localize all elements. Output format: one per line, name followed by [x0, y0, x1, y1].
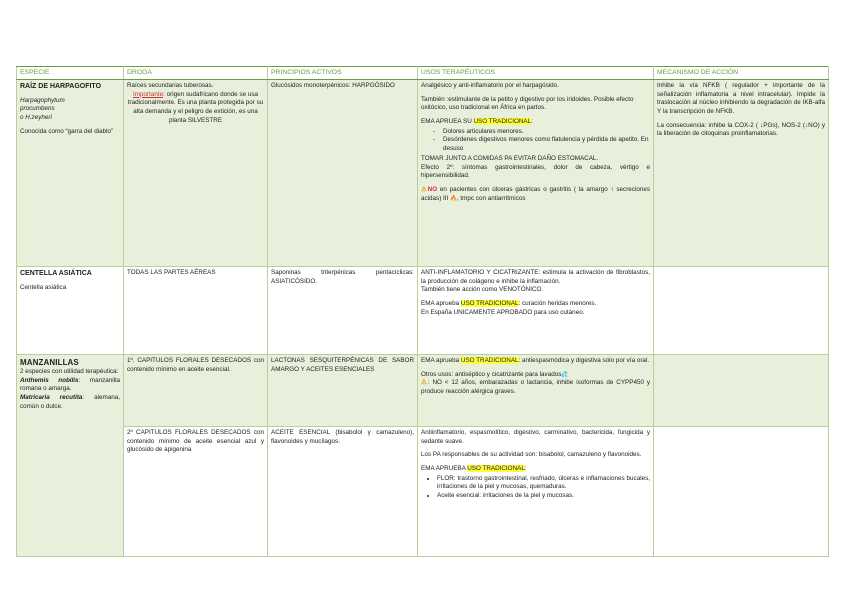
ema-text: : — [531, 118, 533, 126]
cell-especie-harpagofito — [17, 80, 124, 267]
cell-especie-centella — [17, 267, 124, 355]
species-name: CENTELLA ASIÁTICA — [20, 270, 92, 277]
ema-text: EMA aprueba — [421, 300, 461, 308]
row-manzanilla-alemana — [17, 427, 829, 557]
ema-text: : antiespasmódica y digestiva solo por vía oral. — [518, 357, 650, 364]
header-usos: USOS TERAPÉUTICOS — [418, 67, 654, 80]
common-name: : alemana, común o dulce. — [20, 394, 120, 410]
cell-droga-centella: TODAS LAS PARTES AÉREAS — [124, 267, 268, 355]
species-table — [16, 66, 829, 557]
list-item: • FLOR: trastorno gastrointestinal, resfriado, úlceras e inflamaciones bucales, irritaciones de la piel y mucosas, quemaduras. — [437, 475, 650, 492]
scientific-name: Matricaria recutita — [20, 394, 83, 402]
highlight-uso-tradicional: USO TRADICIONAL — [460, 300, 519, 308]
droga-text: : origen sudafricano donde se usa tradicionalmente. Es una planta protegida por su alta demanda y el peligro de extición, es una planta SILVESTRE — [127, 90, 264, 124]
warning-icon: ⚠ — [421, 379, 428, 387]
cell-mecanismo-manzanilla-alemana — [654, 427, 829, 557]
header-row — [17, 67, 829, 80]
common-name: Conocida como “garra del diablo” — [20, 127, 114, 135]
warning-icon: ⚠ — [421, 185, 428, 193]
species-name: RAÍZ DE HARPAGOFITO — [20, 83, 102, 90]
row-harpagofito — [17, 80, 829, 267]
usos-text: En España UNICAMENTE APROBADO para uso cutáneo. — [421, 308, 585, 316]
cell-usos-harpagofito — [418, 80, 654, 267]
no-label: NO — [427, 185, 438, 193]
cell-droga-manzanilla-alemana: 2º CAPITULOS FLORALES DESECADOS con contenido mínimo de aceite esencial azul y glucósido de apigenina — [124, 427, 268, 557]
warning-text: en pacientes con úlceras gástricas o gastritis ( la amargo ↑ secreciones acidas) III — [421, 185, 650, 202]
cell-especie-manzanillas — [17, 355, 124, 557]
cell-droga-harpagofito — [124, 80, 268, 267]
cell-principios-manzanilla-romana: LACTONAS SESQUITERPÉNICAS DE SABOR AMARGO Y ACEITES ESENCIALES — [268, 355, 418, 427]
cell-principios-manzanilla-alemana: ACEITE ESENCIAL (bisabolol y camazuleno), flavonoides y mucílagos. — [268, 427, 418, 557]
ema-text: : — [524, 465, 527, 473]
scientific-name: procumbens — [20, 105, 55, 113]
ema-list — [421, 128, 650, 154]
list-item: - Dolores articulares menores. — [443, 128, 650, 137]
usos-text: Analgésico y anti-inflamatorio por el harpagósido. — [421, 82, 559, 89]
usos-text: Los PA responsables de su actividad son: bisabolol, camazuleno y flavonoides. — [421, 451, 642, 459]
species-description: 2 especies con utilidad terapéutica: — [20, 368, 119, 376]
ema-text: : curación heridas menores. — [518, 300, 597, 308]
usos-text: También :estimulante de la petito y digestivo por los iridoides. Posible efecto oxitócico, uso tradicional en África en partos. — [421, 95, 634, 112]
highlight-uso-tradicional: USO TRADICIONAL — [467, 465, 525, 473]
important-label: Importante — [133, 90, 164, 98]
usos-text: También tiene acción como VENOTÓNICO. — [421, 286, 544, 294]
droga-text: Raíces secundarias tuberosas. — [127, 82, 214, 89]
cell-usos-centella — [418, 267, 654, 355]
scientific-name: o H.zeyheri — [20, 114, 52, 122]
cell-usos-manzanilla-romana — [418, 355, 654, 427]
usos-text: TOMAR JUNTO A COMIDAS PA EVITAR DAÑO ESTOMACAL. — [421, 154, 599, 162]
header-principios: PRINCIPIOS ACTIVOS — [268, 67, 418, 80]
header-especie: ESPECIE — [17, 67, 124, 80]
species-name: MANZANILLAS — [20, 358, 79, 367]
common-name: : manzanilla romana o amarga. — [20, 376, 120, 393]
usos-text: Efecto 2º: síntomas gastrointestinales, dolor de cabeza, vértigo e hipersensibilidad. — [421, 163, 650, 180]
cell-mecanismo-centella — [654, 267, 829, 355]
mecanismo-text: La consecuencia: inhibe la COX-2 ( ↓PGs), NOS-2 (↓NO) y la liberación de citoquinas proinflamatorias. — [657, 121, 825, 138]
list-item: • Aceite esencial: irritaciones de la piel y mucosas. — [437, 492, 650, 501]
header-mecanismo: MECANISMO DE ACCIÓN — [654, 67, 829, 80]
fire-icon: 🔥 — [450, 195, 457, 202]
mecanismo-text: Inhibe la vía NFKB ( regulador + importante de la señalización inflamatoria a nivel intracelular). Impide la traslocación al núcleo inhibiendo la degradación de IKB-alfa Y la transcripción de NFKB. — [657, 82, 825, 116]
ema-text: EMA APRUEBA — [421, 465, 468, 473]
usos-text: Otros usos: antiséptico y cicatrizante para lavados — [421, 370, 562, 378]
ema-text: EMA aprueba — [421, 357, 461, 364]
highlight-uso-tradicional: USO TRADICIONAL — [460, 357, 519, 364]
row-manzanilla-romana — [17, 355, 829, 427]
warning-text: , tmpc con antiarrítmicos — [456, 194, 526, 202]
scientific-name: Anthemis nobilis — [20, 376, 79, 384]
list-item: - Desórdenes digestivos menores como flatulencia y pérdida de apetito. En desuso — [443, 136, 650, 153]
usos-text: ANTI-INFLAMATORIO Y CICATRIZANTE: estimula la activación de fibroblastos, la producción de colágeno e inhibe la inflamación. — [421, 269, 650, 285]
header-droga: DROGA — [124, 67, 268, 80]
row-centella — [17, 267, 829, 355]
cell-principios-harpagofito: Glucósidos monoterpénicos: HARPGÓSIDO — [268, 80, 418, 267]
ema-list — [421, 475, 650, 501]
cell-usos-manzanilla-alemana — [418, 427, 654, 557]
cell-mecanismo-manzanilla-romana — [654, 355, 829, 427]
cell-mecanismo-harpagofito — [654, 80, 829, 267]
scientific-name: Harpagophytum — [20, 96, 65, 104]
droplets-icon: 💦 — [561, 371, 569, 378]
ema-text: EMA APRUEA SU — [421, 118, 474, 126]
usos-text: Antiinflamatorio, espasmolítico, digestivo, carminativo, bactericida, fungicida y sedante suave. — [421, 429, 650, 445]
cell-principios-centella: Saponinas triterpénicas pentacíclicas: ASIATICÓSIDO. — [268, 267, 418, 355]
scientific-name: Centella asiática — [20, 283, 67, 291]
cell-droga-manzanilla-romana: 1º. CAPITULOS FLORALES DESECADOS con contenido mínimo en aceite esencial. — [124, 355, 268, 427]
warning-text: : NO < 12 años, embarazadas o lactancia, inhibe isoformas de CYPP450 y produce reacción alérgica graves. — [421, 379, 650, 396]
highlight-uso-tradicional: USO TRADICIONAL — [473, 118, 532, 126]
